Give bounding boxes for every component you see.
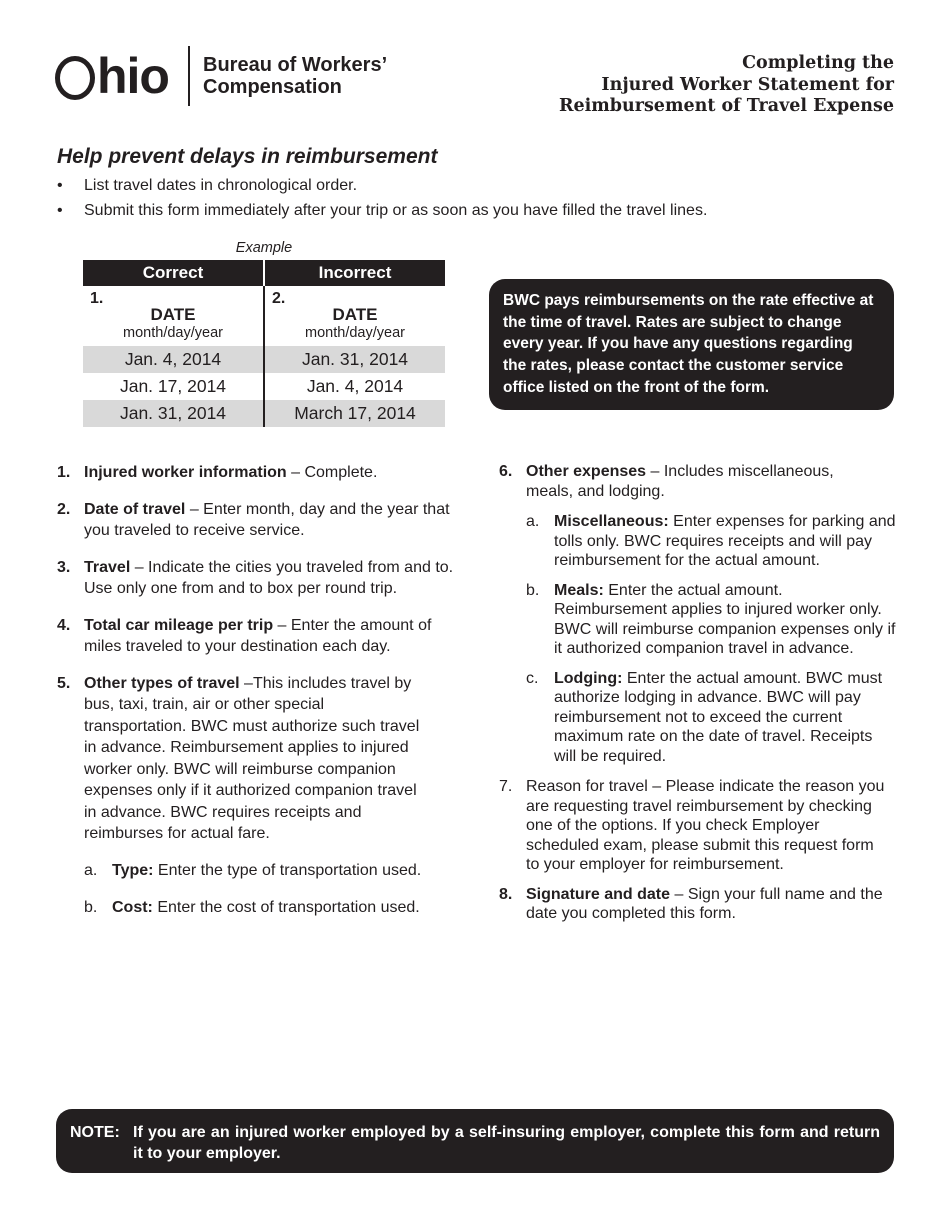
instruction-6c xyxy=(526,669,896,767)
instruction-title: Date of travel xyxy=(84,500,186,518)
subitem-text: Enter the actual amount. BWC must authorize lodging in advance. BWC will pay reimbursement not to exceed the current maximum rate on the date of travel. Receipts will be required. xyxy=(554,669,883,765)
instruction-number: 6. xyxy=(499,463,513,480)
instruction-number: 4. xyxy=(57,616,71,634)
instruction-number: 5. xyxy=(57,674,71,692)
instruction-4 xyxy=(57,615,457,658)
note-label: NOTE: xyxy=(70,1124,120,1141)
instruction-7 xyxy=(499,777,889,875)
correct-date-label: DATE xyxy=(150,305,196,324)
subitem-letter: c. xyxy=(526,669,539,687)
correct-date-cell: Jan. 4, 2014 xyxy=(83,346,263,373)
instruction-number: 8. xyxy=(499,885,513,903)
instructions-right-column xyxy=(499,462,899,924)
instruction-text: Reason for travel – Please indicate the reason you are requesting travel reimbursement by checking one of the options. If you check Employer scheduled exam, please submit this request form to your employer for reimbursement. xyxy=(526,778,885,873)
subitem-title: Cost: xyxy=(112,899,153,916)
agency-name xyxy=(203,54,443,98)
ohio-o-shape xyxy=(55,56,95,100)
subitem-text: Enter the type of transportation used. xyxy=(153,861,422,879)
title-line-2: Injured Worker Statement for xyxy=(601,74,894,95)
logo-divider xyxy=(188,46,190,106)
instruction-6-subitems xyxy=(499,512,899,766)
instruction-text: – Enter the amount of miles traveled to your destination each day. xyxy=(84,616,432,655)
subitem-text: Enter expenses for parking and tolls only. BWC requires receipts and will pay reimbursement for the actual amount. xyxy=(554,513,896,569)
instruction-title: Total car mileage per trip xyxy=(84,616,274,634)
subitem-text: Enter the actual amount. Reimbursement applies to injured worker only. BWC will reimburse companion expenses only if it authorized companion travel in advance. xyxy=(554,581,896,657)
help-bullet-text: Submit this form immediately after your trip or as soon as you have filled the travel lines. xyxy=(84,202,708,219)
instruction-text: – Includes miscellaneous, meals, and lodging. xyxy=(526,463,834,500)
note-text: If you are an injured worker employed by a self-insuring employer, complete this form and return it to your employer. xyxy=(133,1124,880,1162)
incorrect-date-format: month/day/year xyxy=(305,325,405,341)
correct-column xyxy=(83,286,265,427)
agency-line-1: Bureau of Workers’ xyxy=(203,54,388,76)
instruction-text: – Indicate the cities you traveled from and to. Use only one from and to box per round trip. xyxy=(84,558,454,597)
instruction-number: 3. xyxy=(57,558,71,576)
ohio-wordmark xyxy=(55,48,169,104)
subitem-title: Meals: xyxy=(554,581,604,599)
note-box xyxy=(56,1109,894,1173)
correct-number: 1. xyxy=(90,290,104,307)
incorrect-date-label: DATE xyxy=(332,305,378,324)
subitem-letter: b. xyxy=(84,899,98,916)
subitem-letter: a. xyxy=(84,861,98,879)
ohio-wordmark-rest: hio xyxy=(97,48,169,104)
subitem-letter: b. xyxy=(526,581,540,599)
instruction-title: Other types of travel xyxy=(84,674,240,692)
instruction-1 xyxy=(57,462,457,484)
ohio-bwc-logo xyxy=(55,48,388,108)
instruction-title: Travel xyxy=(84,558,131,576)
instruction-text: –This includes travel by bus, taxi, train, air or other special transportation. BWC must authorize such travel in advance. Reimbursement applies to injured worker only. BWC will reimburse companion expenses only if it authorized companion travel in advance. BWC requires receipts and reimburses for actual fare. xyxy=(84,674,420,842)
instruction-number: 1. xyxy=(57,464,71,481)
bullet-icon: • xyxy=(57,177,63,194)
instruction-text: – Sign your full name and the date you completed this form. xyxy=(526,885,883,922)
instruction-number: 2. xyxy=(57,500,71,518)
example-table-header xyxy=(83,260,445,286)
instruction-number: 7. xyxy=(499,778,513,795)
instruction-title: Injured worker information xyxy=(84,464,287,481)
example-table xyxy=(83,260,445,427)
document-title xyxy=(474,53,894,118)
correct-date-cell: Jan. 31, 2014 xyxy=(83,400,263,427)
agency-line-2: Compensation xyxy=(203,76,342,98)
instruction-title: Other expenses xyxy=(526,463,647,480)
instruction-text: – Enter month, day and the year that you traveled to receive service. xyxy=(84,500,450,539)
instruction-2 xyxy=(57,499,457,542)
incorrect-column xyxy=(265,286,445,427)
instruction-6b xyxy=(526,581,896,659)
subitem-title: Miscellaneous: xyxy=(554,513,669,530)
correct-header: Correct xyxy=(83,260,265,286)
instructions-left-column xyxy=(57,462,457,918)
title-line-3: Reimbursement of Travel Expense xyxy=(558,96,894,116)
subitem-letter: a. xyxy=(526,513,540,530)
correct-date-cell: Jan. 17, 2014 xyxy=(119,376,227,396)
help-bullet xyxy=(57,201,897,226)
instruction-6a xyxy=(526,512,899,571)
instruction-title: Signature and date xyxy=(526,885,671,903)
help-bullet-list xyxy=(57,176,897,226)
incorrect-number: 2. xyxy=(272,290,286,307)
subitem-text: Enter the cost of transportation used. xyxy=(152,899,420,916)
instruction-5-subitems xyxy=(57,861,457,918)
instruction-text: – Complete. xyxy=(286,464,378,481)
incorrect-date-cell: March 17, 2014 xyxy=(265,400,445,427)
subitem-title: Type: xyxy=(112,861,154,879)
rate-notice-box: BWC pays reimbursements on the rate effective at the time of travel. Rates are subject to change every year. If you have any questions regarding the rates, please contact the customer service office listed on the front of the form. xyxy=(489,279,894,410)
instruction-8 xyxy=(499,885,899,924)
example-label: Example xyxy=(235,240,293,256)
instruction-5 xyxy=(57,673,429,845)
bullet-icon: • xyxy=(57,202,63,219)
help-heading: Help prevent delays in reimbursement xyxy=(57,145,438,168)
subitem-title: Lodging: xyxy=(554,669,623,687)
incorrect-date-cell: Jan. 4, 2014 xyxy=(306,376,404,396)
incorrect-date-cell: Jan. 31, 2014 xyxy=(265,346,445,373)
instruction-6 xyxy=(499,462,879,501)
instruction-3 xyxy=(57,557,457,600)
instruction-5b xyxy=(84,898,424,918)
help-bullet xyxy=(57,176,897,201)
title-line-1: Completing the xyxy=(742,53,894,73)
help-bullet-text: List travel dates in chronological order. xyxy=(84,177,358,194)
correct-date-format: month/day/year xyxy=(123,325,223,341)
incorrect-header: Incorrect xyxy=(318,263,392,282)
instruction-5a xyxy=(84,861,424,881)
